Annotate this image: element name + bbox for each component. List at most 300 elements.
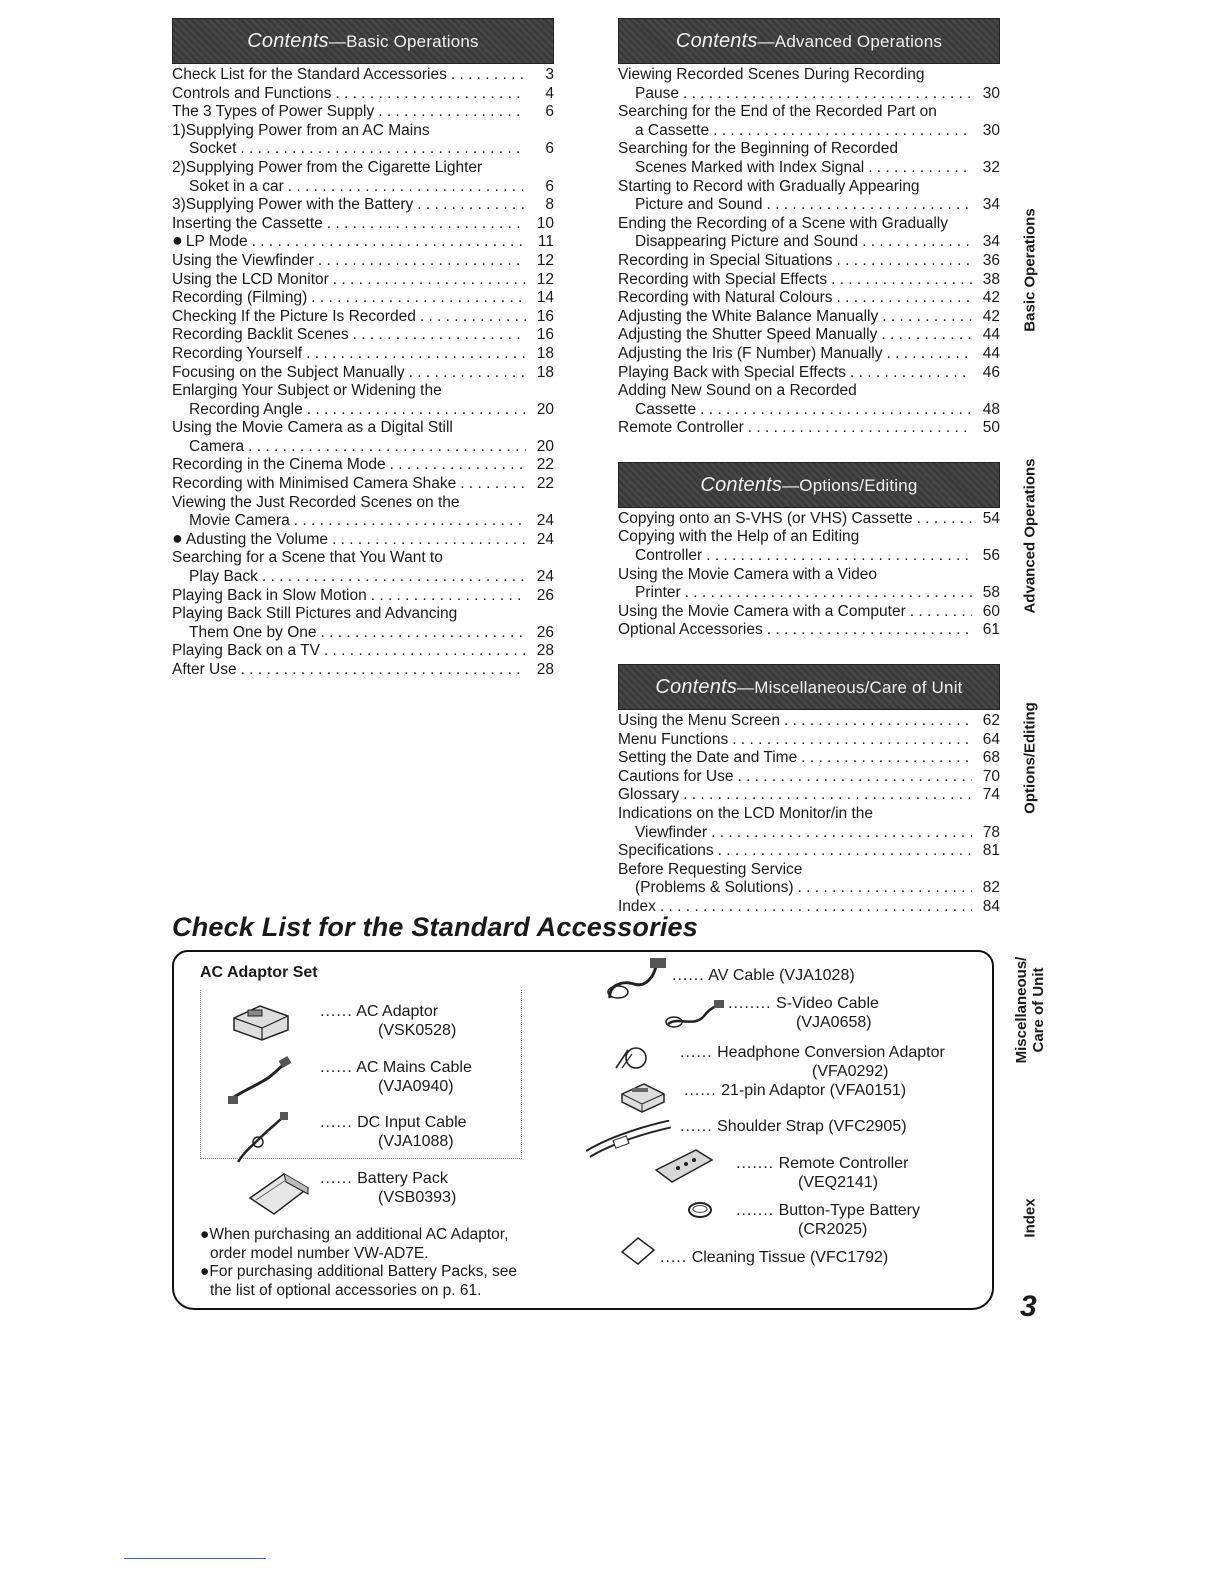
item-name: Headphone Conversion Adaptor (717, 1044, 945, 1061)
leader-dots (685, 584, 972, 603)
leader-dots (837, 252, 972, 271)
toc-entry-first-line: Using the Movie Camera with a Video (618, 565, 878, 583)
toc-entry[interactable] (172, 215, 554, 234)
toc-page-number: 44 (982, 344, 1000, 362)
toc-page-number: 24 (536, 512, 554, 530)
toc-entry-title (172, 252, 314, 271)
toc-entry-first-line: Using the Movie Camera as a Digital Still (172, 419, 453, 437)
toc-entry[interactable] (172, 140, 554, 159)
headphone-adaptor-icon (612, 1040, 652, 1076)
toc-entry[interactable] (172, 475, 554, 494)
leader-dots (767, 196, 972, 215)
toc-entry[interactable] (618, 159, 1000, 178)
header-main: Contents (700, 473, 783, 496)
leader-dots: ...... (320, 1114, 353, 1131)
toc-entry-text: Printer (635, 584, 681, 602)
item-code: (VJA1088) (378, 1133, 454, 1150)
leader-dots (660, 898, 972, 917)
toc-page-number: 78 (982, 823, 1000, 841)
toc-entry-text: Checking If the Picture Is Recorded (172, 307, 416, 325)
header-main: Contents (675, 30, 758, 52)
toc-entry[interactable] (172, 345, 554, 364)
leader-dots (850, 364, 972, 383)
toc-entry-title (618, 749, 797, 768)
leader-dots: ...... (680, 1044, 713, 1061)
toc-entry-title (618, 842, 714, 861)
leader-dots (718, 842, 972, 861)
toc-entry[interactable] (618, 308, 1000, 327)
toc-page-number: 30 (982, 84, 1000, 102)
toc-entry-text: Inserting the Cassette (172, 214, 323, 232)
toc-entry[interactable] (172, 456, 554, 475)
leader-dots (784, 712, 972, 731)
leader-dots (881, 326, 972, 345)
item-code: (VJA0658) (796, 1014, 872, 1031)
dc-input-cable-icon (232, 1112, 292, 1168)
toc-entry[interactable] (172, 624, 554, 643)
toc-entry[interactable] (618, 731, 1000, 750)
item-code: (VSK0528) (378, 1022, 457, 1039)
toc-entry[interactable] (172, 178, 554, 197)
toc-entry-title (618, 621, 763, 640)
toc-entry-title (618, 345, 882, 364)
item-name: Cleaning Tissue (VFC1792) (691, 1249, 889, 1266)
leader-dots (862, 233, 972, 252)
misc-toc-list (618, 712, 1000, 917)
leader-dots (335, 85, 526, 104)
leader-dots (460, 475, 526, 494)
toc-entry-title (172, 178, 284, 197)
accessory-shoulder-strap (680, 1117, 907, 1136)
leader-dots (732, 731, 972, 750)
side-tab-label: Advanced Operations (1021, 458, 1039, 614)
toc-entry-text: Glossary (618, 786, 680, 804)
toc-entry-text: Recording in Special Situations (618, 251, 833, 269)
toc-page-number: 50 (982, 419, 1000, 437)
toc-entry-title (618, 731, 728, 750)
leader-dots (420, 308, 526, 327)
toc-entry-text: Socket (189, 140, 237, 158)
toc-page-number: 70 (982, 767, 1000, 785)
item-name: Shoulder Strap (VFC2905) (717, 1118, 907, 1135)
toc-entry-title (172, 527, 329, 550)
note-line: ●When purchasing an additional AC Adaptor, (200, 1226, 509, 1243)
item-code: (CR2025) (798, 1221, 868, 1238)
accessory-ac-adaptor (320, 1002, 456, 1040)
toc-page-number: 28 (536, 642, 554, 660)
toc-entry-title (172, 215, 323, 234)
toc-page-number: 16 (536, 307, 554, 325)
toc-page-number: 11 (537, 233, 554, 251)
toc-page-number: 68 (982, 749, 1000, 767)
toc-page-number: 16 (536, 326, 554, 344)
toc-entry-text: Disappearing Picture and Sound (635, 233, 859, 251)
leader-dots (767, 621, 972, 640)
toc-entry-title (618, 289, 833, 308)
leader-dots (737, 768, 972, 787)
toc-entry-title (618, 159, 864, 178)
toc-page-number: 42 (982, 289, 1000, 307)
page-number: 3 (1020, 1290, 1037, 1323)
toc-entry[interactable] (618, 364, 1000, 383)
leader-dots (262, 568, 526, 587)
leader-dots (417, 196, 526, 215)
21-pin-adaptor-icon (618, 1080, 668, 1116)
leader-dots (241, 661, 526, 680)
accessories-box (172, 950, 994, 1310)
toc-entry[interactable] (172, 587, 554, 606)
toc-page-number: 32 (982, 158, 1000, 176)
footer-rule (124, 1558, 266, 1559)
toc-entry-title (172, 196, 413, 215)
leader-dots (378, 103, 526, 122)
toc-entry-title (172, 512, 290, 531)
toc-page-number: 8 (545, 196, 554, 214)
toc-entry-text: Recording with Natural Colours (618, 289, 833, 307)
toc-entry-title (172, 438, 244, 457)
leader-dots (306, 345, 526, 364)
accessory-ac-mains-cable (320, 1058, 472, 1096)
toc-entry-title (172, 401, 303, 420)
toc-entry[interactable] (172, 271, 554, 290)
toc-page-number: 22 (536, 475, 554, 493)
leader-dots (451, 66, 526, 85)
toc-entry[interactable] (618, 547, 1000, 566)
leader-dots (713, 122, 972, 141)
toc-entry[interactable] (172, 85, 554, 104)
toc-entry-text: LP Mode (185, 233, 248, 251)
toc-entry-title (172, 66, 447, 85)
item-code: (VFA0292) (812, 1063, 889, 1080)
toc-entry-title (618, 326, 877, 345)
item-name: AC Adaptor (356, 1003, 439, 1020)
toc-entry[interactable] (618, 842, 1000, 861)
bullet-icon: ● (172, 527, 183, 548)
toc-page-number: 34 (982, 196, 1000, 214)
leader-dots (371, 587, 526, 606)
header-sub: —Miscellaneous/Care of Unit (737, 678, 963, 698)
accessory-cleaning-tissue (660, 1248, 888, 1267)
toc-entry-first-line: Ending the Recording of a Scene with Gradually (618, 214, 949, 232)
note-line: ●For purchasing additional Battery Packs, see (200, 1263, 517, 1280)
toc-entry-first-line: Enlarging Your Subject or Widening the (172, 382, 442, 400)
accessory-dc-input-cable (320, 1113, 467, 1151)
toc-entry[interactable] (618, 345, 1000, 364)
toc-entry[interactable] (618, 85, 1000, 104)
leader-dots (831, 271, 972, 290)
toc-entry-title (172, 456, 386, 475)
options-toc-list (618, 510, 1000, 640)
toc-entry[interactable] (172, 438, 554, 457)
leader-dots: ...... (320, 1003, 353, 1020)
toc-page-number: 6 (545, 140, 554, 158)
accessory-21-pin-adaptor (684, 1081, 906, 1100)
toc-entry-title (618, 768, 733, 787)
item-name: S-Video Cable (776, 995, 879, 1012)
item-code: (VJA0940) (378, 1078, 454, 1095)
toc-entry-first-line: Adding New Sound on a Recorded (618, 382, 857, 400)
toc-page-number: 48 (982, 400, 1000, 418)
toc-entry[interactable] (618, 122, 1000, 141)
toc-entry-title (618, 401, 696, 420)
toc-entry-text: Playing Back with Special Effects (618, 363, 847, 381)
toc-entry-text: Play Back (189, 568, 258, 586)
toc-entry[interactable] (618, 584, 1000, 603)
toc-page-number: 56 (982, 547, 1000, 565)
leader-dots: ....... (736, 1202, 775, 1219)
leader-dots: ....... (736, 1155, 775, 1172)
leader-dots (801, 749, 972, 768)
toc-page-number: 24 (536, 568, 554, 586)
leader-dots: ........ (728, 995, 772, 1012)
toc-entry-first-line: Viewing the Just Recorded Scenes on the (172, 493, 460, 511)
toc-entry-text: Using the Movie Camera with a Computer (618, 602, 906, 620)
toc-entry[interactable] (618, 419, 1000, 438)
leader-dots (252, 233, 526, 252)
leader-dots (409, 364, 526, 383)
toc-page-number: 81 (982, 842, 1000, 860)
toc-entry-text: Recording with Special Effects (618, 270, 828, 288)
button-battery-icon (686, 1200, 714, 1220)
toc-page-number: 42 (982, 307, 1000, 325)
toc-entry[interactable] (172, 289, 554, 308)
toc-page-number: 28 (536, 661, 554, 678)
toc-entry-title (172, 364, 405, 383)
toc-entry-title (172, 624, 317, 643)
toc-entry-title (618, 85, 679, 104)
leader-dots (886, 345, 972, 364)
toc-entry-title (172, 568, 258, 587)
toc-page-number: 60 (982, 602, 1000, 620)
toc-page-number: 6 (545, 177, 554, 195)
toc-page-number: 36 (982, 251, 1000, 269)
toc-entry-text: Pause (635, 84, 679, 102)
toc-entry[interactable] (172, 512, 554, 531)
header-sub: —Options/Editing (782, 475, 918, 495)
toc-entry[interactable] (618, 603, 1000, 622)
item-code: (VSB0393) (378, 1189, 457, 1206)
toc-entry-title (618, 196, 763, 215)
toc-entry-title (618, 584, 681, 603)
header-sub: —Advanced Operations (757, 32, 943, 51)
toc-entry[interactable] (618, 271, 1000, 290)
toc-entry-title (618, 271, 827, 290)
toc-page-number: 10 (536, 214, 554, 232)
toc-page-number: 20 (536, 400, 554, 418)
toc-entry-first-line: Before Requesting Service (618, 860, 803, 878)
toc-page-number: 61 (982, 621, 1000, 639)
toc-entry-title (618, 824, 707, 843)
toc-page-number: 24 (536, 530, 554, 548)
toc-entry-text: Using the Menu Screen (618, 712, 780, 730)
toc-entry-text: Recording Angle (189, 400, 303, 418)
toc-entry[interactable] (618, 510, 1000, 529)
toc-entry-text: Recording Yourself (172, 344, 303, 362)
toc-entry[interactable] (618, 749, 1000, 768)
toc-entry-text: Copying onto an S-VHS (or VHS) Cassette (618, 509, 913, 527)
item-name: Battery Pack (357, 1170, 448, 1187)
toc-page-number: 26 (536, 623, 554, 641)
toc-entry[interactable] (172, 103, 554, 122)
purchase-notes (200, 1226, 560, 1300)
header-sub: —Basic Operations (328, 32, 479, 51)
toc-entry[interactable] (618, 233, 1000, 252)
leader-dots (311, 289, 526, 308)
leader-dots (318, 252, 526, 271)
item-name: DC Input Cable (357, 1114, 467, 1131)
leader-dots (700, 401, 972, 420)
toc-entry-text: Adjusting the Iris (F Number) Manually (618, 344, 883, 362)
toc-entry[interactable] (618, 252, 1000, 271)
set-title: AC Adaptor Set (200, 964, 318, 981)
leader-dots (321, 624, 526, 643)
leader-dots (307, 401, 526, 420)
leader-dots (288, 178, 526, 197)
accessory-battery-pack (320, 1169, 456, 1207)
toc-entry[interactable] (172, 401, 554, 420)
toc-entry-title (172, 140, 236, 159)
leader-dots (324, 642, 526, 661)
leader-dots (327, 215, 526, 234)
right-column (618, 18, 1000, 917)
toc-entry-first-line: Starting to Record with Gradually Appearing (618, 177, 920, 195)
toc-entry-title (172, 230, 248, 252)
toc-entry-text: Recording Backlit Scenes (172, 326, 349, 344)
leader-dots (248, 438, 526, 457)
leader-dots (798, 879, 972, 898)
leader-dots (390, 456, 526, 475)
bullet-icon: ● (172, 230, 183, 251)
toc-entry-title (618, 308, 878, 327)
toc-entry[interactable] (618, 879, 1000, 898)
leader-dots (683, 85, 972, 104)
toc-entry[interactable] (618, 824, 1000, 843)
toc-entry-first-line: Indications on the LCD Monitor/in the (618, 805, 874, 822)
leader-dots (240, 140, 526, 159)
note-line: order model number VW-AD7E. (210, 1244, 429, 1262)
toc-entry-first-line: Searching for the End of the Recorded Part on (618, 103, 937, 121)
toc-entry-title (618, 603, 906, 622)
toc-entry-first-line: Searching for a Scene that You Want to (172, 549, 443, 567)
leader-dots (353, 326, 526, 345)
toc-entry-first-line: Searching for the Beginning of Recorded (618, 140, 899, 158)
accessory-s-video-cable (728, 994, 879, 1032)
toc-entry[interactable] (172, 230, 554, 252)
leader-dots (294, 512, 526, 531)
checklist-title: Check List for the Standard Accessories (172, 912, 698, 942)
toc-entry-first-line: Playing Back Still Pictures and Advancing (172, 605, 458, 623)
side-tab-label (1013, 957, 1047, 1064)
leader-dots (706, 547, 972, 566)
toc-entry-text: Playing Back in Slow Motion (172, 586, 367, 604)
toc-entry[interactable] (618, 401, 1000, 420)
toc-entry-text: Recording in the Cinema Mode (172, 456, 386, 474)
toc-entry-title (172, 661, 237, 680)
toc-entry-text: Viewfinder (635, 823, 708, 841)
toc-entry-title (172, 289, 307, 308)
toc-entry[interactable] (618, 712, 1000, 731)
basic-operations-header (172, 18, 554, 64)
toc-entry-title (618, 510, 913, 529)
header-main: Contents (655, 676, 738, 699)
toc-page-number: 22 (536, 456, 554, 474)
toc-page-number: 18 (536, 344, 554, 362)
leader-dots (868, 159, 972, 178)
toc-entry[interactable] (618, 768, 1000, 787)
side-tab-label: Options/Editing (1021, 702, 1039, 814)
toc-entry[interactable] (618, 326, 1000, 345)
toc-entry[interactable] (172, 364, 554, 383)
toc-entry-text: Index (618, 897, 656, 915)
side-tab-line1: Miscellaneous/ (1013, 956, 1030, 1064)
toc-page-number: 58 (982, 584, 1000, 602)
item-name: Remote Controller (778, 1155, 909, 1172)
toc-entry-title (618, 233, 858, 252)
toc-entry[interactable] (618, 196, 1000, 215)
toc-entry-text: Controls and Functions (172, 84, 332, 102)
toc-page-number: 4 (545, 84, 554, 102)
toc-entry-text: After Use (172, 661, 237, 678)
toc-entry-title (172, 326, 349, 345)
toc-page-number: 74 (982, 786, 1000, 804)
leader-dots: ...... (672, 967, 705, 984)
side-tab-label: Index (1021, 1198, 1039, 1238)
toc-page-number: 18 (536, 363, 554, 381)
toc-entry[interactable] (172, 196, 554, 215)
toc-entry-first-line: Viewing Recorded Scenes During Recording (618, 66, 925, 83)
leader-dots (748, 419, 972, 438)
toc-entry[interactable] (172, 642, 554, 661)
toc-page-number: 46 (982, 363, 1000, 381)
toc-entry-text: Playing Back on a TV (172, 642, 320, 660)
toc-entry[interactable] (172, 661, 554, 680)
toc-entry-text: Controller (635, 547, 703, 565)
item-name: AC Mains Cable (356, 1059, 472, 1076)
toc-entry-text: The 3 Types of Power Supply (172, 103, 375, 121)
toc-page-number: 20 (536, 437, 554, 455)
toc-entry[interactable] (172, 252, 554, 271)
toc-entry-text: Camera (189, 437, 245, 455)
toc-page-number: 44 (982, 326, 1000, 344)
toc-entry-title (172, 271, 329, 290)
toc-entry-text: Focusing on the Subject Manually (172, 363, 405, 381)
toc-entry[interactable] (618, 786, 1000, 805)
toc-entry[interactable] (172, 568, 554, 587)
leader-dots (917, 510, 972, 529)
item-code: (VEQ2141) (798, 1174, 879, 1191)
toc-page-number: 14 (536, 289, 554, 307)
advanced-operations-header (618, 18, 1000, 64)
toc-entry-title (172, 103, 374, 122)
remote-controller-icon (652, 1146, 716, 1186)
toc-entry[interactable] (172, 527, 554, 550)
toc-entry[interactable] (618, 621, 1000, 640)
toc-entry[interactable] (172, 66, 554, 85)
toc-entry-title (618, 786, 679, 805)
toc-entry-text: 3)Supplying Power with the Battery (172, 196, 414, 214)
toc-entry[interactable] (618, 289, 1000, 308)
toc-page-number: 84 (982, 897, 1000, 915)
battery-pack-icon (246, 1168, 312, 1218)
toc-page-number: 12 (536, 251, 554, 269)
toc-entry-title (618, 252, 833, 271)
leader-dots (332, 531, 526, 550)
toc-entry[interactable] (172, 326, 554, 345)
note-line: the list of optional accessories on p. 61. (210, 1281, 482, 1299)
advanced-toc-list (618, 66, 1000, 438)
toc-entry[interactable] (172, 308, 554, 327)
toc-entry-text: Recording with Minimised Camera Shake (172, 475, 457, 493)
